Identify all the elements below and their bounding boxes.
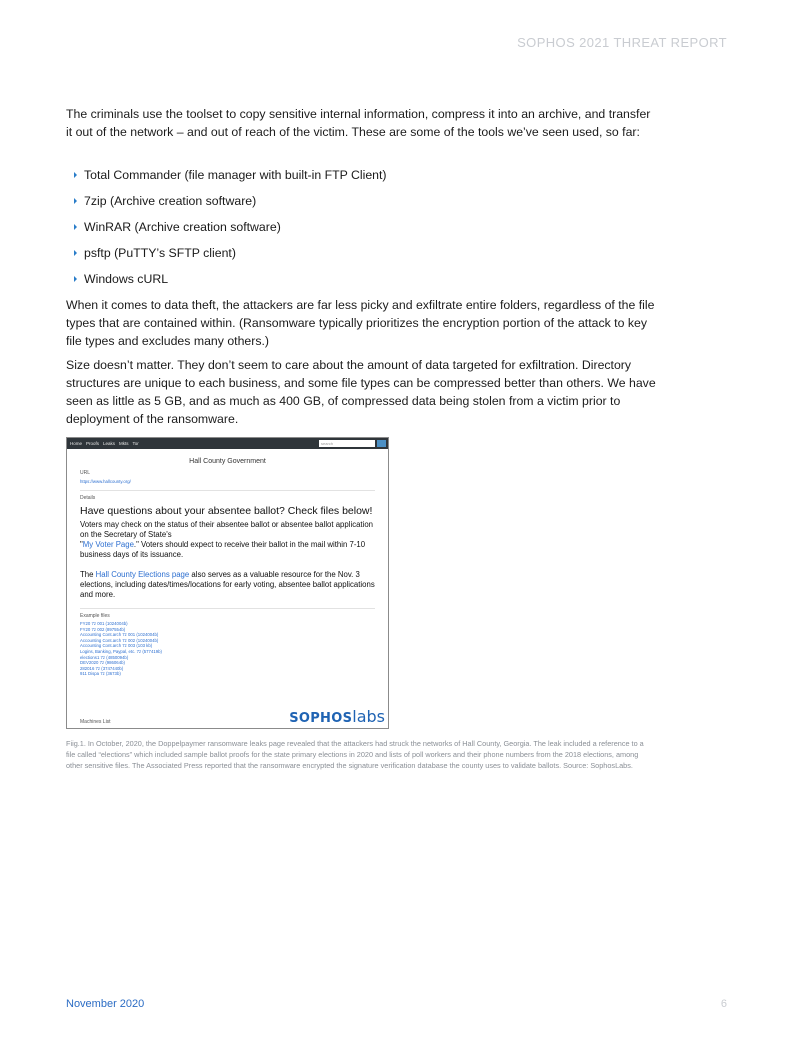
leak-paragraph-2 [80,570,375,600]
leak-heading: Have questions about your absentee ballot? Check files below! [80,505,373,517]
divider [80,490,375,491]
leak-site-search-input: search [319,440,375,447]
tool-list [74,166,387,296]
leak-paragraph-1-quote: " [80,540,83,549]
list-item [74,270,387,296]
bullet-triangle-icon [74,276,77,282]
leak-paragraph-1 [80,520,375,560]
bullet-triangle-icon [74,250,77,256]
example-files-list [80,621,375,677]
machines-list-label: Machines List [80,719,111,725]
report-title-header: SOPHOS 2021 THREAT REPORT [517,35,727,50]
file-link: Accounting Cont.arch 7z 003 (103 kb) [80,643,153,649]
size-paragraph [66,356,656,428]
file-link: FY20 7z 001 (1024004b) [80,621,128,626]
nav-link-mkts: Mkts [119,441,129,446]
data-theft-paragraph [66,296,656,350]
intro-paragraph-text: The criminals use the toolset to copy sensitive internal information, compress it into an archive, and transfer it out of the network – and out of reach of the victim. These are some of the tools we’ve seen used, so far: [66,107,651,139]
divider [80,608,375,609]
file-link: FY20 7z 002 (897554b) [80,626,126,632]
tool-name: Windows cURL [84,272,169,286]
nav-link-leaks: Leaks [103,441,116,446]
url-value: https://www.hallcounty.org/ [80,479,131,484]
file-link: elections1 7z (4850094b) [80,654,129,660]
leak-site-search-icon [377,440,386,447]
details-label: Details [80,495,96,501]
nav-link-home: Home [70,441,83,446]
logo-sophos: SOPHOS [289,711,353,726]
intro-paragraph [66,105,656,141]
bullet-triangle-icon [74,198,77,204]
nav-link-tor: Tor [132,441,139,446]
file-link: 911 Dispa 7z (3673b) [80,671,121,677]
file-link: DEV2020 7z (986064b) [80,660,125,666]
leak-paragraph-2-tail: also serves as a valuable resource for the Nov. 3 elections, including dates/times/locations for early voting, absentee ballot applications and more. [80,570,375,599]
file-link: Accounting Cont.arch 7z 002 (1024004b) [80,637,159,643]
figure-caption: Fiig.1. In October, 2020, the Doppelpaymer ransomware leaks page revealed that the attackers had struck the networks of Hall County, Georgia. The leak included a reference to a file called “elections” which included sample ballot proofs for the state primary elections in 2020 and lists of poll workers and their phone numbers from the 2018 elections, among other sensitive files. The Associated Press reported that the ransomware encrypted the signature verification database the county uses to validate ballots. Source: SophosLabs. [66,739,644,770]
leak-paragraph-2-prefix: The [80,570,96,579]
bullet-triangle-icon [74,172,77,178]
file-link: 282016 7z (3747440b) [80,665,124,671]
leak-site-navbar [67,438,388,449]
elections-page-link: Hall County Elections page [95,570,190,579]
sophoslabs-logo [289,707,385,726]
list-item [74,218,387,244]
url-label: URL [80,470,91,476]
leak-paragraph-1-text: Voters may check on the status of their absentee ballot or absentee ballot application on the Secretary of State's [80,520,373,539]
bullet-triangle-icon [74,224,77,230]
data-theft-paragraph-text: When it comes to data theft, the attackers are far less picky and exfiltrate entire folders, regardless of the file types that are contained within. (Ransomware typically prioritizes the encryption portion of the attack to key file types and excludes many others.) [66,298,655,348]
my-voter-page-link: My Voter Page [82,540,134,549]
example-files-label: Example files [80,613,110,619]
list-item [74,244,387,270]
leak-site-title: Hall County Government [189,458,266,465]
file-link: Logins, Banking, Paypal, etc. 7z (577419b) [80,648,162,654]
list-item [74,192,387,218]
file-link: Accounting Cont.arch 7z 001 (1024004b) [80,632,159,638]
footer-date: November 2020 [66,998,145,1010]
size-paragraph-text: Size doesn’t matter. They don’t seem to care about the amount of data targeted for exfiltration. Directory structures are unique to each business, and some file types can be compressed better than others. We have seen as little as 5 GB, and as much as 400 GB, of compressed data being stolen from a victim prior to deployment of the ransomware. [66,358,656,426]
tool-name: WinRAR (Archive creation software) [84,220,281,234]
logo-labs: labs [352,707,385,726]
leak-site-content [67,458,388,677]
list-item [74,166,387,192]
leak-paragraph-1-tail: ." Voters should expect to receive their ballot in the mail within 7-10 business days of its issuance. [80,540,366,559]
nav-link-proofs: Proofs [86,441,100,446]
tool-name: psftp (PuTTY’s SFTP client) [84,246,236,260]
page-number: 6 [720,998,727,1010]
tool-name: 7zip (Archive creation software) [84,194,257,208]
tool-name: Total Commander (file manager with built-in FTP Client) [84,168,387,182]
leak-site-screenshot [66,437,389,729]
